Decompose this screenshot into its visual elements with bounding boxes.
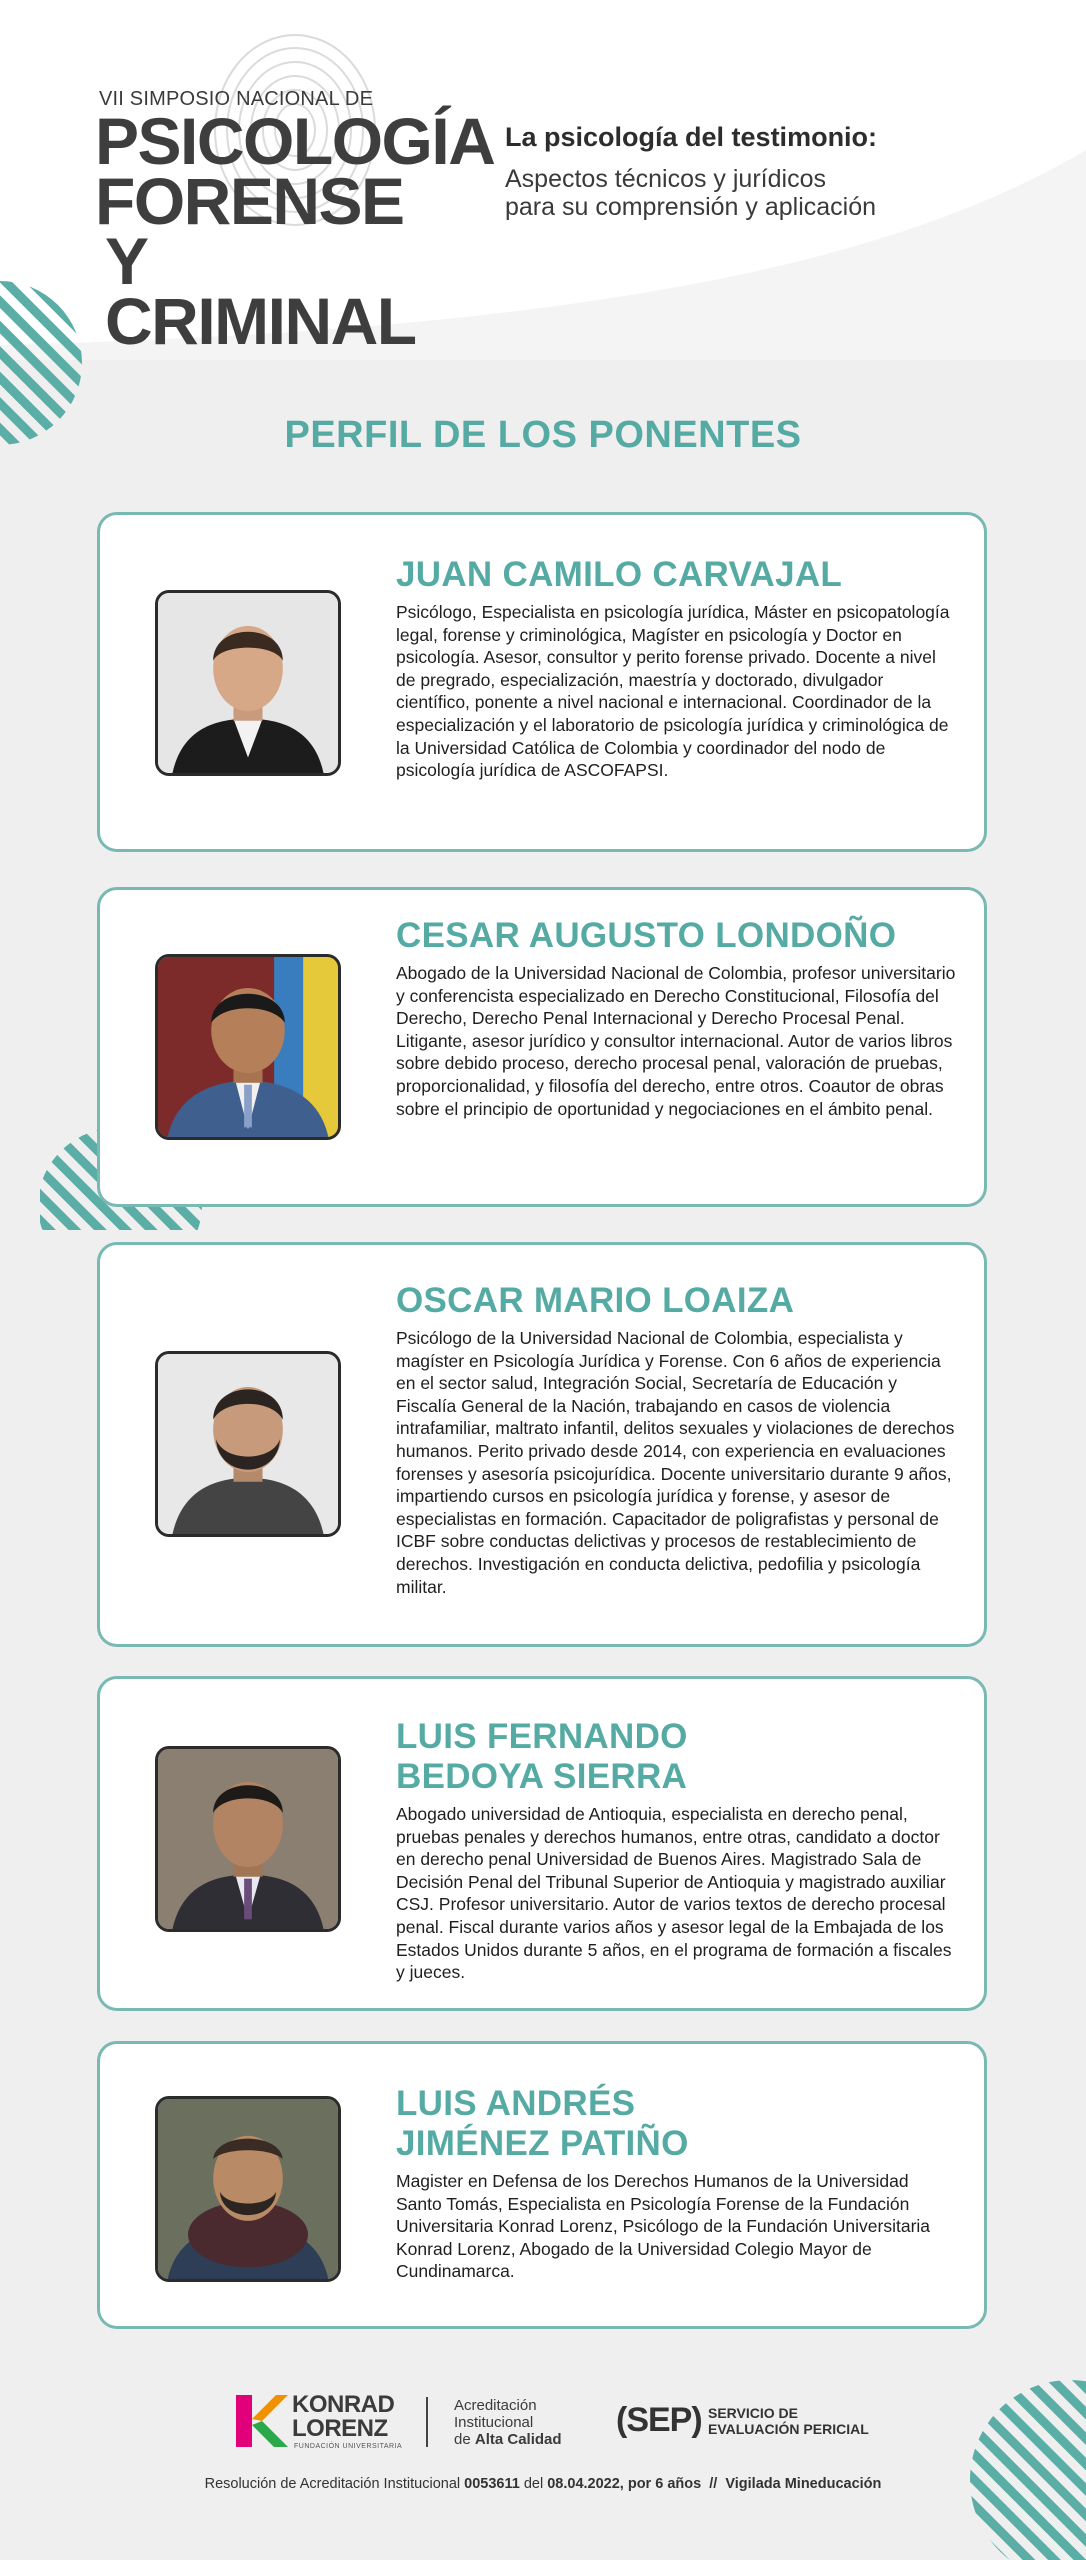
- speaker-name-line-2: JIMÉNEZ PATIÑO: [396, 2124, 689, 2163]
- tagline-sub-1: Aspectos técnicos y jurídicos: [505, 165, 826, 193]
- accr-line-2: Institucional: [454, 2414, 534, 2431]
- konrad-line-2: LORENZ: [292, 2415, 388, 2442]
- speaker-bio: Psicólogo, Especialista en psicología jurídica, Máster en psicopatología legal, forense y criminológica, Magíster en psicología y Doctor en psicología. Asesor, consultor y perito forense privado. Docente a nivel de pregrado, especialización, maestría y doctorado, divulgador científico, ponente a nivel nacional e internacional. Coordinador de la especialización y el laboratorio de psicología jurídica y criminológica de la Universidad Católica de Colombia y coordinador del nodo de psicología jurídica de ASCOFAPSI.: [396, 602, 950, 781]
- konrad-line-1: KONRAD: [292, 2391, 395, 2418]
- speaker-photo: [155, 1351, 341, 1537]
- speaker-card: [97, 2041, 987, 2329]
- speaker-card: [97, 512, 987, 852]
- accreditation-footnote: [0, 2476, 1086, 2492]
- speaker-name-line-2: BEDOYA SIERRA: [396, 1757, 688, 1796]
- speaker-card: [97, 1676, 987, 2011]
- speaker-photo: [155, 1746, 341, 1932]
- sep-text: [708, 2405, 869, 2437]
- konrad-subtitle: FUNDACIÓN UNIVERSITARIA: [294, 2443, 403, 2450]
- speaker-info: [396, 555, 956, 782]
- accr-bold: Alta Calidad: [474, 2431, 562, 2448]
- speaker-name: OSCAR MARIO LOAIZA: [396, 1281, 795, 1320]
- stripe-decoration-bottom-right: [960, 2370, 1086, 2560]
- sep-text-line-2: EVALUACIÓN PERICIAL: [708, 2421, 869, 2437]
- note-e: //: [701, 2476, 726, 2492]
- event-logo: [95, 88, 495, 358]
- logo-line-3: Y CRIMINAL: [105, 224, 416, 358]
- footer-divider: [426, 2397, 428, 2447]
- accreditation-text: [454, 2397, 562, 2448]
- speaker-card: [97, 1242, 987, 1647]
- speaker-photo: [155, 590, 341, 776]
- note-d: 08.04.2022, por 6 años: [547, 2476, 702, 2492]
- note-f: Vigilada Mineducación: [725, 2476, 882, 2492]
- accr-prefix: de: [454, 2431, 475, 2448]
- speaker-bio: Magister en Defensa de los Derechos Humanos de la Universidad Santo Tomás, Especialista en Psicología Forense de la Fundación Universitaria Konrad Lorenz, Psicólogo de la Fundación Universitaria Konrad Lorenz, Abogado de la Universidad Colegio Mayor de Cundinamarca.: [396, 2171, 931, 2282]
- speaker-info: [396, 1717, 956, 1984]
- event-tagline: [505, 122, 877, 221]
- speaker-name: CESAR AUGUSTO LONDOÑO: [396, 916, 897, 955]
- accr-line-3: [454, 2431, 562, 2448]
- tagline-title: La psicología del testimonio:: [505, 122, 878, 152]
- speaker-card: [97, 887, 987, 1207]
- speaker-name-line-1: LUIS ANDRÉS: [396, 2084, 636, 2123]
- speaker-bio: Abogado universidad de Antioquia, especialista en derecho penal, pruebas penales y derechos humanos, entre otras, candidato a doctor en derecho penal Universidad de Buenos Aires. Magistrado Sala de Decisión Penal del Tribunal Superior de Antioquia y magistrado auxiliar CSJ. Profesor universitario. Autor de varios textos de derecho procesal penal. Fiscal durante varios años y asesor legal de la Embajada de los Estados Unidos durante 5 años, en el programa de formación a fiscales y jueces.: [396, 1804, 952, 1983]
- speaker-bio: Abogado de la Universidad Nacional de Colombia, profesor universitario y conferencista especializado en Derecho Constitucional, Filosofía del Derecho, Derecho Penal Internacional y Derecho Procesal Penal. Litigante, asesor jurídico y consultor internacional. Autor de varios libros sobre debido proceso, derecho procesal penal, valoración de pruebas, proporcionalidad, y filosofía del derecho, entre otros. Coautor de obras sobre el principio de oportunidad y negociaciones en el ámbito penal.: [396, 963, 956, 1119]
- speaker-name-line-1: LUIS FERNANDO: [396, 1717, 688, 1756]
- speaker-info: [396, 1281, 956, 1598]
- sep-logo: (SEP): [616, 2401, 702, 2439]
- note-b: 0053611: [464, 2476, 520, 2492]
- konrad-lorenz-wordmark: [292, 2393, 394, 2441]
- tagline-sub-2: para su comprensión y aplicación: [505, 193, 877, 221]
- footer-logos: [236, 2391, 876, 2451]
- note-c: del: [519, 2476, 548, 2492]
- speaker-photo: [155, 2096, 341, 2282]
- speaker-photo: [155, 954, 341, 1140]
- konrad-lorenz-logo-icon: [236, 2395, 288, 2447]
- sep-text-line-1: SERVICIO DE: [708, 2405, 798, 2421]
- logo-line-1: PSICOLOGÍA: [95, 104, 495, 178]
- speaker-bio: Psicólogo de la Universidad Nacional de Colombia, especialista y magíster en Psicología Jurídica y Forense. Con 6 años de experiencia en el sector salud, Integración Social, Secretaría de Educación y Fiscalía General de la Nación, trabajando en casos de violencia intrafamiliar, maltrato infantil, delitos sexuales y violaciones de derechos humanos. Perito privado desde 2014, con experiencia en evaluaciones forenses y asesoría psicojurídica. Docente universitario durante 9 años, impartiendo cursos en psicología jurídica y forense, y asesor de especialistas en formación. Capacitador de poligrafistas y personal de ICBF sobre conductas delictivas y procesos de restablecimiento de derechos. Investigación en conducta delictiva, pedofilia y psicología militar.: [396, 1328, 955, 1597]
- speaker-info: [396, 2084, 956, 2283]
- logo-subtitle: VII SIMPOSIO NACIONAL DE: [99, 88, 374, 110]
- note-a: Resolución de Acreditación Institucional: [204, 2476, 465, 2492]
- speaker-info: [396, 916, 956, 1120]
- accr-line-1: Acreditación: [454, 2397, 537, 2414]
- logo-line-2: FORENSE: [95, 164, 404, 238]
- speaker-name: JUAN CAMILO CARVAJAL: [396, 555, 843, 594]
- section-title: PERFIL DE LOS PONENTES: [284, 414, 802, 456]
